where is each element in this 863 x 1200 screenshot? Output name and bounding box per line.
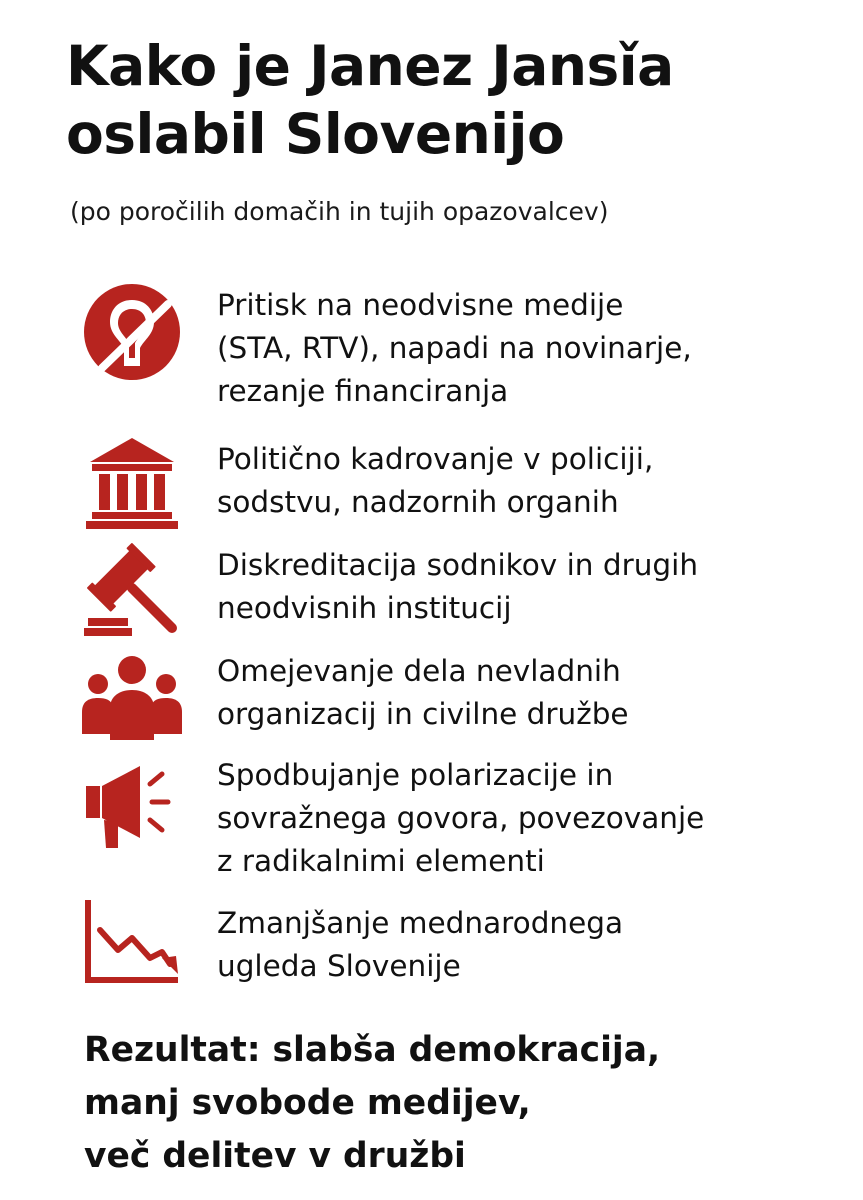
item-text: Omejevanje dela nevladnih organizacij in civilne družbe	[217, 654, 629, 731]
declining-chart-icon	[82, 896, 182, 996]
result-line-3: več delitev v družbi	[84, 1136, 466, 1176]
item-text: Spodbujanje polarizacije in sovražnega govora, povezovanje z radikalnimi elementi	[217, 758, 705, 878]
result-line-2: manj svobode medijev,	[84, 1083, 531, 1123]
result-line-1: Rezultat: slabša demokracija,	[84, 1030, 661, 1070]
title-line-1: Kako je Janez Jansǐa	[66, 34, 674, 98]
megaphone-icon	[82, 760, 182, 860]
result-summary	[84, 1024, 660, 1183]
no-media-icon	[82, 282, 182, 382]
item-text: Pritisk na neodvisne medije (STA, RTV), napadi na novinarje, rezanje financiranja	[217, 288, 692, 408]
item-text: Zmanjšanje mednarodnega ugleda Slovenije	[217, 906, 624, 983]
people-group-icon	[82, 648, 182, 748]
item-text: Diskreditacija sodnikov in drugih neodvisnih institucij	[217, 548, 699, 625]
institution-building-icon	[82, 432, 182, 532]
item-text: Politično kadrovanje v policiji, sodstvu, nadzornih organih	[217, 442, 654, 519]
subtitle: (po poročilih domačih in tujih opazovalcev)	[70, 197, 609, 226]
judge-gavel-icon	[82, 540, 182, 640]
title-line-2: oslabil Slovenijo	[66, 102, 565, 166]
page-title	[66, 32, 674, 168]
